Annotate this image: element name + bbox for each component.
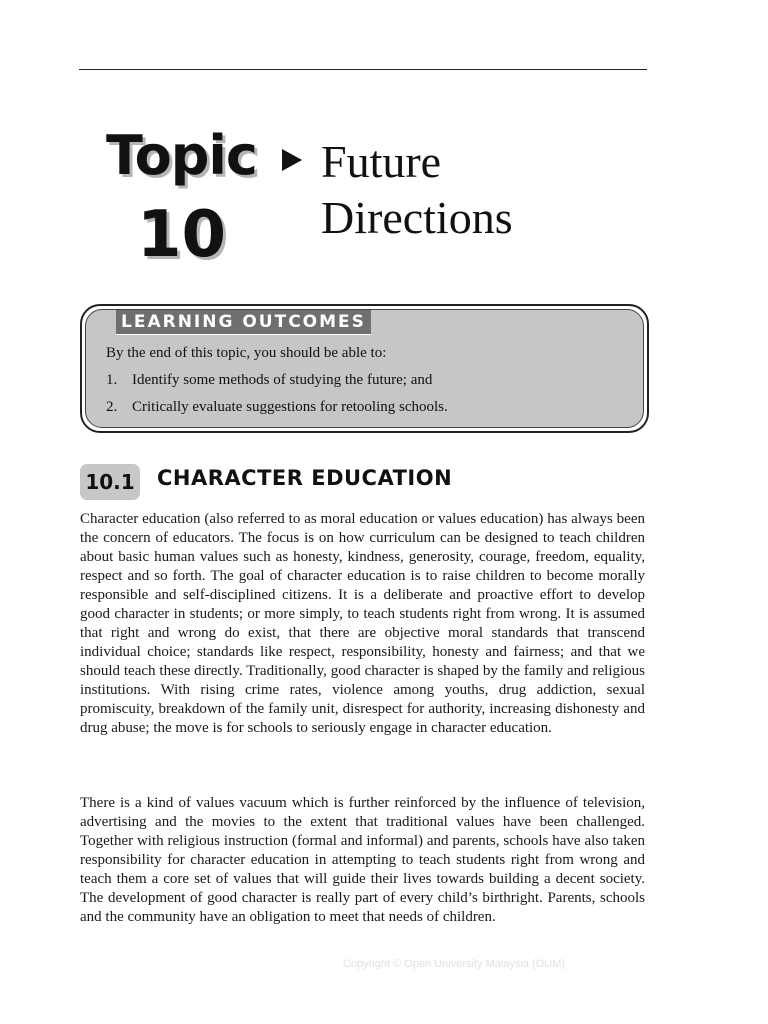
learning-outcome-text: Critically evaluate suggestions for retooling schools. [132, 399, 448, 415]
learning-outcome-number: 2. [106, 399, 118, 415]
learning-outcomes-header: LEARNING OUTCOMES [116, 310, 371, 335]
learning-outcome-item [106, 372, 432, 389]
body-paragraph: There is a kind of values vacuum which is further reinforced by the influence of television, advertising and the movies to the extent that traditional values have been challenged. Together with religious instruction (formal and informal) and parents, schools have also taken responsibility for character education in attempting to teach students right from wrong and teach them a core set of values that will guide their lives towards building a decent society. The development of good character is really part of every child’s birthright. Parents, schools and the community have an obligation to meet that needs of children. [80, 795, 645, 925]
learning-outcome-item [106, 399, 448, 416]
learning-outcome-number: 1. [106, 372, 118, 388]
topic-label: Topic [106, 124, 257, 187]
learning-outcomes-intro: By the end of this topic, you should be able to: [106, 345, 387, 361]
body-paragraph: Character education (also referred to as moral education or values education) has always been the concern of educators. The focus is on how curriculum can be designed to teach children about basic human values such as honesty, kindness, generosity, courage, freedom, equality, respect and so forth. The goal of character education is to raise children to become morally responsible and self-disciplined citizens. It is a deliberate and proactive effort to develop good character in students; or more simply, to teach students right from wrong. It is assumed that right and wrong do exist, that there are objective moral standards that transcend individual choice; standards like respect, responsibility, honesty and fairness; and that we should teach these directly. Traditionally, good character is shaped by the family and religious institutions. With rising crime rates, violence among youths, drug addiction, sexual promiscuity, breakdown of the family unit, disrespect for authority, increasing dishonesty and drug abuse; the move is for schools to seriously engage in character education. [80, 511, 645, 736]
arrow-right-icon [282, 149, 302, 171]
section-title: CHARACTER EDUCATION [157, 466, 453, 490]
topic-title [321, 134, 513, 246]
topic-title-line1: Future [321, 136, 442, 187]
learning-outcome-text: Identify some methods of studying the future; and [132, 372, 433, 388]
section-number-badge: 10.1 [80, 464, 140, 500]
copyright-footer: Copyright © Open University Malaysia (OUM) [342, 958, 566, 970]
topic-title-line2: Directions [321, 192, 513, 243]
header-rule [79, 69, 647, 70]
topic-number: 10 [137, 198, 227, 272]
